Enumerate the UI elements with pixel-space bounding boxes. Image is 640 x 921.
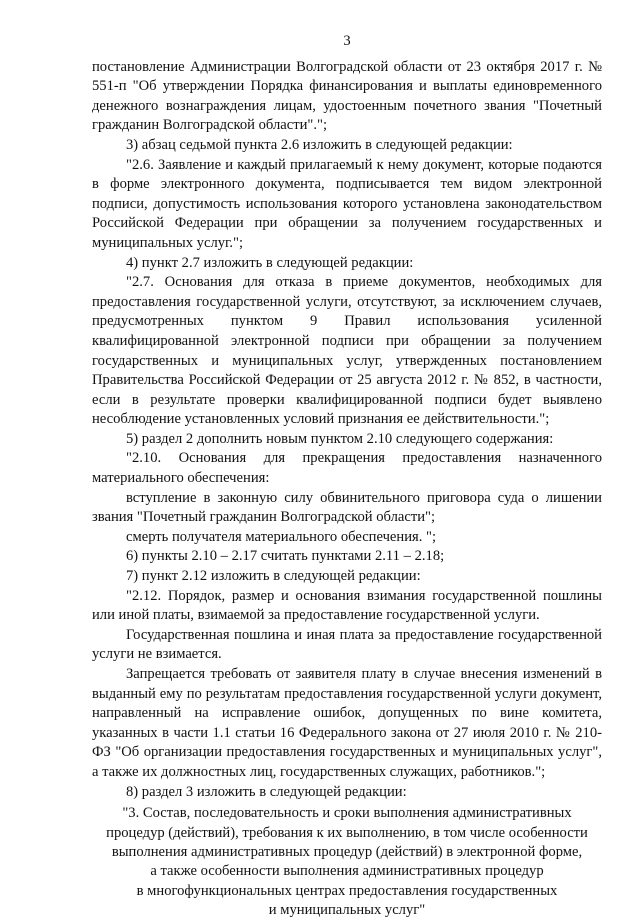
heading-line: и муниципальных услуг" — [268, 902, 426, 919]
heading-line: "3. Состав, последовательность и сроки выполнения административных — [122, 805, 572, 822]
paragraph-clause-2-10: "2.10. Основания для прекращения предоставления назначенного материального обеспечения: — [92, 450, 602, 487]
heading-line: выполнения административных процедур (действий) в электронной форме, — [111, 843, 583, 860]
heading-line: а также особенности выполнения административных процедур — [150, 863, 544, 880]
paragraph-death: смерть получателя материального обеспечения. "; — [126, 528, 437, 545]
paragraph-clause-2-6: "2.6. Заявление и каждый прилагаемый к нему документ, которые подаются в форме электронного документа, подписывается тем видом электронной подписи, допустимость использования которого установлена законодательством Российской Федерации при обращении за получением государственных и муниципальных услуг."; — [92, 156, 602, 251]
paragraph-conviction: вступление в законную силу обвинительного приговора суда о лишении звания "Почетный гражданин Волгоградской области"; — [92, 489, 602, 526]
paragraph-item-8: 8) раздел 3 изложить в следующей редакции: — [126, 783, 407, 800]
heading-line: процедур (действий), требования к их выполнению, в том числе особенности — [106, 824, 588, 841]
paragraph-item-6: 6) пункты 2.10 – 2.17 считать пунктами 2.11 – 2.18; — [126, 548, 445, 565]
section-3-heading — [92, 804, 602, 920]
paragraph-fee-prohibited: Запрещается требовать от заявителя плату в случае внесения изменений в выданный ему по результатам предоставления государственной услуги документ, направленный на исправление ошибок, допущенных по вине комитета, указанных в части 1.1 статьи 16 Федерального закона от 27 июля 2010 г. № 210-ФЗ "Об организации предоставления государственных и муниципальных услуг", а также их должностных лиц, государственных служащих, работников."; — [92, 666, 602, 780]
paragraph-decree-reference: постановление Администрации Волгоградской области от 23 октября 2017 г. № 551-п "Об утверждении Порядка финансирования и выплаты единовременного денежного вознаграждения лицам, удостоенным почетного звания "Почетный гражданин Волгоградской области"."; — [92, 58, 602, 134]
paragraph-clause-2-7: "2.7. Основания для отказа в приеме документов, необходимых для предоставления государственной услуги, отсутствуют, за исключением случаев, предусмотренных пунктом 9 Правил использования усиленной квалифицированной электронной подписи при обращении за получением государственных и муниципальных услуг, утвержденных постановлением Правительства Российской Федерации от 25 августа 2012 г. № 852, в частности, если в результате проверки квалифицированной подписи будет выявлено несоблюдение установленных условий признания ее действительности."; — [92, 274, 602, 428]
paragraph-item-5: 5) раздел 2 дополнить новым пунктом 2.10 следующего содержания: — [126, 430, 554, 447]
paragraph-fee-not-charged: Государственная пошлина и иная плата за предоставление государственной услуги не взимается. — [92, 626, 602, 663]
paragraph-item-3: 3) абзац седьмой пункта 2.6 изложить в следующей редакции: — [126, 136, 513, 153]
paragraph-clause-2-12: "2.12. Порядок, размер и основания взимания государственной пошлины или иной платы, взимаемой за предоставление государственной услуги. — [92, 587, 602, 624]
paragraph-item-7: 7) пункт 2.12 изложить в следующей редакции: — [126, 568, 421, 585]
page-number: 3 — [343, 33, 351, 49]
heading-line: в многофункциональных центрах предоставления государственных — [136, 882, 558, 899]
paragraph-item-4: 4) пункт 2.7 изложить в следующей редакции: — [126, 254, 414, 271]
